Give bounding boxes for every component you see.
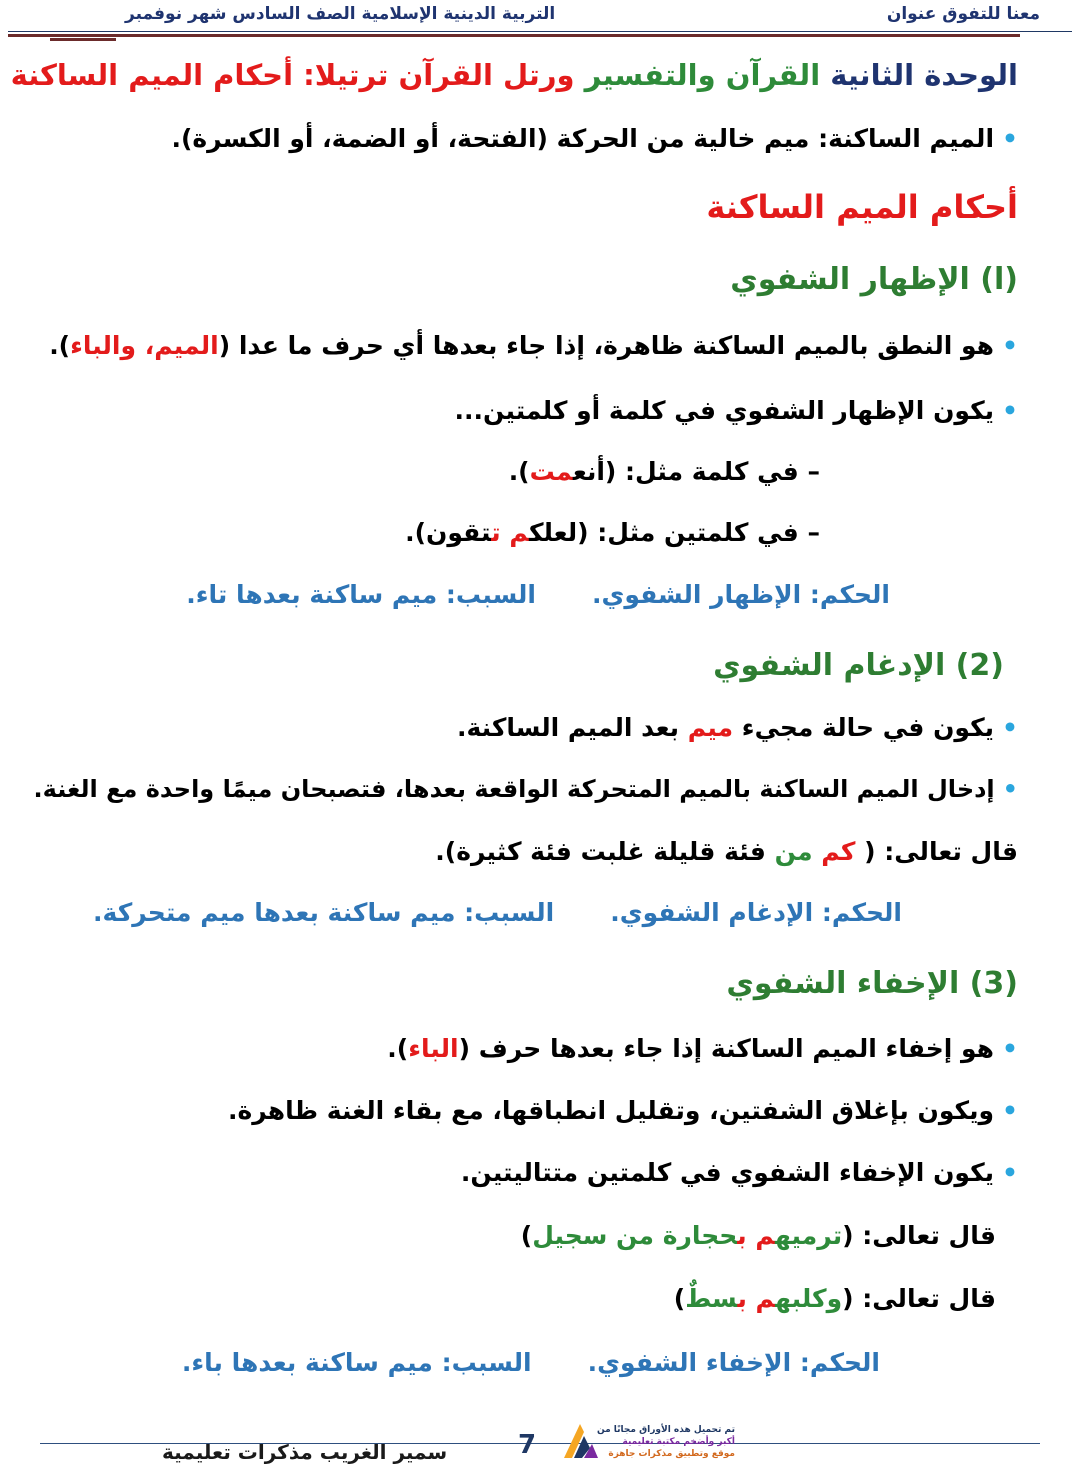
idgham-verse bbox=[435, 837, 1018, 866]
idgham-rule: الحكم: الإدغام الشفوي. bbox=[610, 898, 902, 927]
izhar-b1-highlight: الميم، والباء bbox=[70, 331, 219, 360]
branch-label: القرآن والتفسير bbox=[584, 58, 821, 92]
v2-rest: سطٌ bbox=[685, 1284, 738, 1313]
v2-word-1: وكلبه bbox=[775, 1284, 843, 1313]
idgham-b1-text: يكون في حالة مجيء bbox=[733, 713, 995, 742]
header-divider bbox=[8, 31, 1072, 32]
v1-end: ) bbox=[520, 1221, 533, 1250]
promo-line-1: تم تحميل هذه الأوراق مجانًا من bbox=[596, 1425, 735, 1435]
v2-start: قال تعالى: ( bbox=[842, 1284, 996, 1313]
v1-baa: ب bbox=[737, 1221, 756, 1250]
ex1-end: ). bbox=[508, 457, 530, 486]
footer-author: سمير الغريب مذكرات تعليمية bbox=[162, 1440, 448, 1464]
idgham-reason: السبب: ميم ساكنة بعدها ميم متحركة. bbox=[93, 898, 555, 927]
logo-icon bbox=[560, 1418, 600, 1462]
bullet-icon: • bbox=[1002, 124, 1018, 153]
ikhfa-b1-end: ). bbox=[387, 1034, 409, 1063]
bullet-icon: • bbox=[1002, 1096, 1018, 1125]
idgham-verse-end: فئة قليلة غلبت فئة كثيرة). bbox=[435, 837, 775, 866]
idgham-bullet-2 bbox=[34, 775, 1018, 803]
idgham-verse-highlight-2: من bbox=[774, 837, 813, 866]
ex2-text: – في كلمتين مثل: (لعلك bbox=[528, 518, 820, 547]
ikhfa-verse-2 bbox=[674, 1284, 996, 1313]
ikhfa-b3-text: يكون الإخفاء الشفوي في كلمتين متتاليتين. bbox=[460, 1158, 995, 1187]
v1-meem: م bbox=[755, 1221, 775, 1250]
ikhfa-bullet-2 bbox=[228, 1096, 1018, 1125]
v2-baa: ب bbox=[737, 1284, 756, 1313]
ikhfa-rule: الحكم: الإخفاء الشفوي. bbox=[587, 1348, 880, 1377]
bullet-icon: • bbox=[1002, 775, 1018, 803]
ex2-end: تقون). bbox=[405, 518, 492, 547]
izhar-b1-text: هو النطق بالميم الساكنة ظاهرة، إذا جاء بعدها أي حرف ما عدا ( bbox=[218, 331, 995, 360]
header-bar bbox=[8, 34, 1020, 37]
ikhfa-heading: (3) الإخفاء الشفوي bbox=[726, 966, 1018, 1001]
ex1-text: – في كلمة مثل: (أنع bbox=[572, 457, 820, 486]
idgham-b2-text: إدخال الميم الساكنة بالميم المتحركة الواقعة بعدها، فتصبحان ميمًا واحدة مع الغنة. bbox=[33, 775, 995, 803]
unit-title bbox=[11, 58, 1018, 92]
izhar-b2-text: يكون الإظهار الشفوي في كلمة أو كلمتين... bbox=[454, 396, 995, 425]
idgham-heading: (2) الإدغام الشفوي bbox=[713, 648, 1004, 683]
promo-line-3: موقع وتطبيق مذكرات جاهزة bbox=[608, 1449, 735, 1459]
header-subject: التربية الدينية الإسلامية الصف السادس شهر نوفمبر bbox=[125, 4, 556, 24]
bullet-icon: • bbox=[1002, 331, 1018, 360]
v2-end: ) bbox=[673, 1284, 686, 1313]
ikhfa-b2-text: ويكون بإغلاق الشفتين، وتقليل انطباقها، مع بقاء الغنة ظاهرة. bbox=[228, 1096, 995, 1125]
topic-label: أحكام الميم الساكنة bbox=[10, 58, 294, 92]
izhar-example-2 bbox=[405, 518, 820, 547]
footer-promo bbox=[595, 1424, 735, 1460]
bullet-icon: • bbox=[1002, 396, 1018, 425]
promo-line-2: أكبر وأضخم مكتبة تعليمية bbox=[622, 1437, 735, 1447]
izhar-rule-line bbox=[186, 580, 890, 609]
izhar-b1-end: ). bbox=[49, 331, 71, 360]
idgham-rule-line bbox=[93, 898, 902, 927]
bullet-icon: • bbox=[1002, 1158, 1018, 1187]
ikhfa-b1-highlight: الباء bbox=[408, 1034, 459, 1063]
ex2-highlight-2: ت bbox=[491, 518, 501, 547]
ikhfa-verse-1 bbox=[521, 1221, 996, 1250]
ikhfa-reason: السبب: ميم ساكنة بعدها باء. bbox=[181, 1348, 532, 1377]
ikhfa-bullet-1 bbox=[387, 1034, 1018, 1063]
izhar-bullet-2 bbox=[455, 396, 1018, 425]
main-heading: أحكام الميم الساكنة bbox=[706, 188, 1018, 226]
header-bar-accent bbox=[50, 38, 116, 41]
page-number: 7 bbox=[518, 1430, 537, 1460]
ikhfa-b1-text: هو إخفاء الميم الساكنة إذا جاء بعدها حرف ( bbox=[458, 1034, 995, 1063]
ex2-highlight-1: م bbox=[509, 518, 529, 547]
lesson-label: ورتل القرآن ترتيلا: bbox=[303, 58, 575, 92]
idgham-b1-end: بعد الميم الساكنة. bbox=[457, 713, 688, 742]
unit-label: الوحدة الثانية bbox=[830, 58, 1018, 92]
ikhfa-rule-line bbox=[182, 1348, 880, 1377]
v1-rest: حجارة من سجيل bbox=[532, 1221, 738, 1250]
idgham-b1-highlight: ميم bbox=[687, 713, 734, 742]
ikhfa-bullet-3 bbox=[461, 1158, 1018, 1187]
definition-item bbox=[171, 124, 1018, 153]
v1-word-1: ترميه bbox=[775, 1221, 843, 1250]
izhar-bullet-1 bbox=[49, 331, 1018, 360]
idgham-bullet-1 bbox=[457, 713, 1018, 742]
header-school: معنا للتفوق عنوان bbox=[886, 4, 1040, 24]
idgham-verse-highlight-1: كم bbox=[821, 837, 856, 866]
v1-start: قال تعالى: ( bbox=[842, 1221, 996, 1250]
definition-text: الميم الساكنة: ميم خالية من الحركة (الفتحة، أو الضمة، أو الكسرة). bbox=[171, 124, 995, 153]
v2-meem: م bbox=[755, 1284, 776, 1313]
bullet-icon: • bbox=[1002, 713, 1018, 742]
izhar-reason: السبب: ميم ساكنة بعدها تاء. bbox=[186, 580, 536, 609]
izhar-rule: الحكم: الإظهار الشفوي. bbox=[591, 580, 890, 609]
izhar-heading: (ا) الإظهار الشفوي bbox=[730, 262, 1018, 297]
ex1-highlight: مت bbox=[529, 457, 573, 486]
izhar-example-1 bbox=[509, 457, 820, 486]
idgham-verse-start: قال تعالى: ( bbox=[855, 837, 1018, 866]
bullet-icon: • bbox=[1002, 1034, 1018, 1063]
